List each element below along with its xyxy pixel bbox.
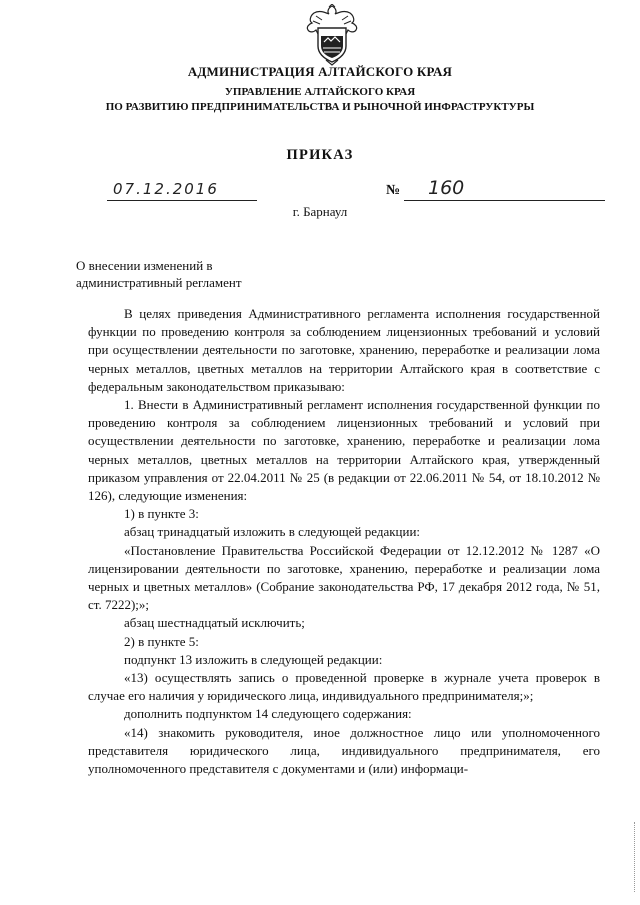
paragraph-quote: «14) знакомить руководителя, иное должностное лицо или уполномоченного представителя юридического лица, индивидуального предпринимателя, его уполномоченного представителя с документами и (или) информаци-	[88, 724, 600, 777]
coat-of-arms-icon	[300, 4, 364, 66]
paragraph-instruction: абзац шестнадцатый исключить;	[124, 615, 305, 631]
organization-name: АДМИНИСТРАЦИЯ АЛТАЙСКОГО КРАЯ	[187, 64, 453, 79]
scan-edge-mark	[634, 822, 637, 892]
paragraph-subitem-2: 2) в пункте 5:	[124, 633, 199, 649]
subject-line-2: административный регламент	[76, 275, 242, 290]
handwritten-number: 160	[428, 177, 465, 199]
number-field	[404, 177, 605, 201]
department-line-2: ПО РАЗВИТИЮ ПРЕДПРИНИМАТЕЛЬСТВА И РЫНОЧНОЙ ИНФРАСТРУКТУРЫ	[105, 101, 535, 113]
document-type-title: ПРИКАЗ	[286, 147, 354, 163]
city: г. Барнаул	[292, 204, 348, 219]
paragraph-preamble: В целях приведения Административного регламента исполнения государственной функции по проведению контроля за соблюдением лицензионных требований и условий при осуществлении деятельности по заготовке, хранению, переработке и реализации лома черных металлов, цветных металлов на территории Алтайского края в соответствие с федеральным законодательством приказываю:	[88, 306, 600, 394]
department-line-1: УПРАВЛЕНИЕ АЛТАЙСКОГО КРАЯ	[224, 86, 416, 98]
department-name	[0, 85, 640, 115]
document-subject	[76, 257, 242, 291]
document-body	[88, 305, 600, 778]
subject-line-1: О внесении изменений в	[76, 258, 213, 273]
number-label: №	[386, 183, 401, 198]
paragraph-instruction: абзац тринадцатый изложить в следующей редакции:	[124, 524, 421, 540]
paragraph-item-1: 1. Внести в Административный регламент исполнения государственной функции по проведению контроля за соблюдением лицензионных требований и условий при осуществлении деятельности по заготовке, хранению, переработке и реализации лома черных металлов, цветных металлов на территории Алтайского края, утвержденный приказом управления от 22.04.2011 № 25 (в редакции от 22.06.2011 № 54, от 18.10.2012 № 126), следующие изменения:	[88, 397, 600, 504]
paragraph-quote: «13) осуществлять запись о проведенной проверке в журнале учета проверок в случае его наличия у юридического лица, индивидуального предпринимателя;»;	[88, 670, 600, 704]
handwritten-date: 07.12.2016	[113, 180, 219, 198]
paragraph-subitem-1: 1) в пункте 3:	[124, 506, 199, 522]
paragraph-instruction: дополнить подпунктом 14 следующего содержания:	[124, 706, 412, 722]
date-field	[107, 180, 257, 201]
paragraph-instruction: подпункт 13 изложить в следующей редакции:	[124, 651, 383, 667]
paragraph-quote: «Постановление Правительства Российской Федерации от 12.12.2012 № 1287 «О лицензировании деятельности по заготовке, хранению, переработке и реализации лома черных и цветных металлов» (Собрание законодательства РФ, 17 декабря 2012 года, № 51, ст. 7222);»;	[88, 542, 600, 613]
